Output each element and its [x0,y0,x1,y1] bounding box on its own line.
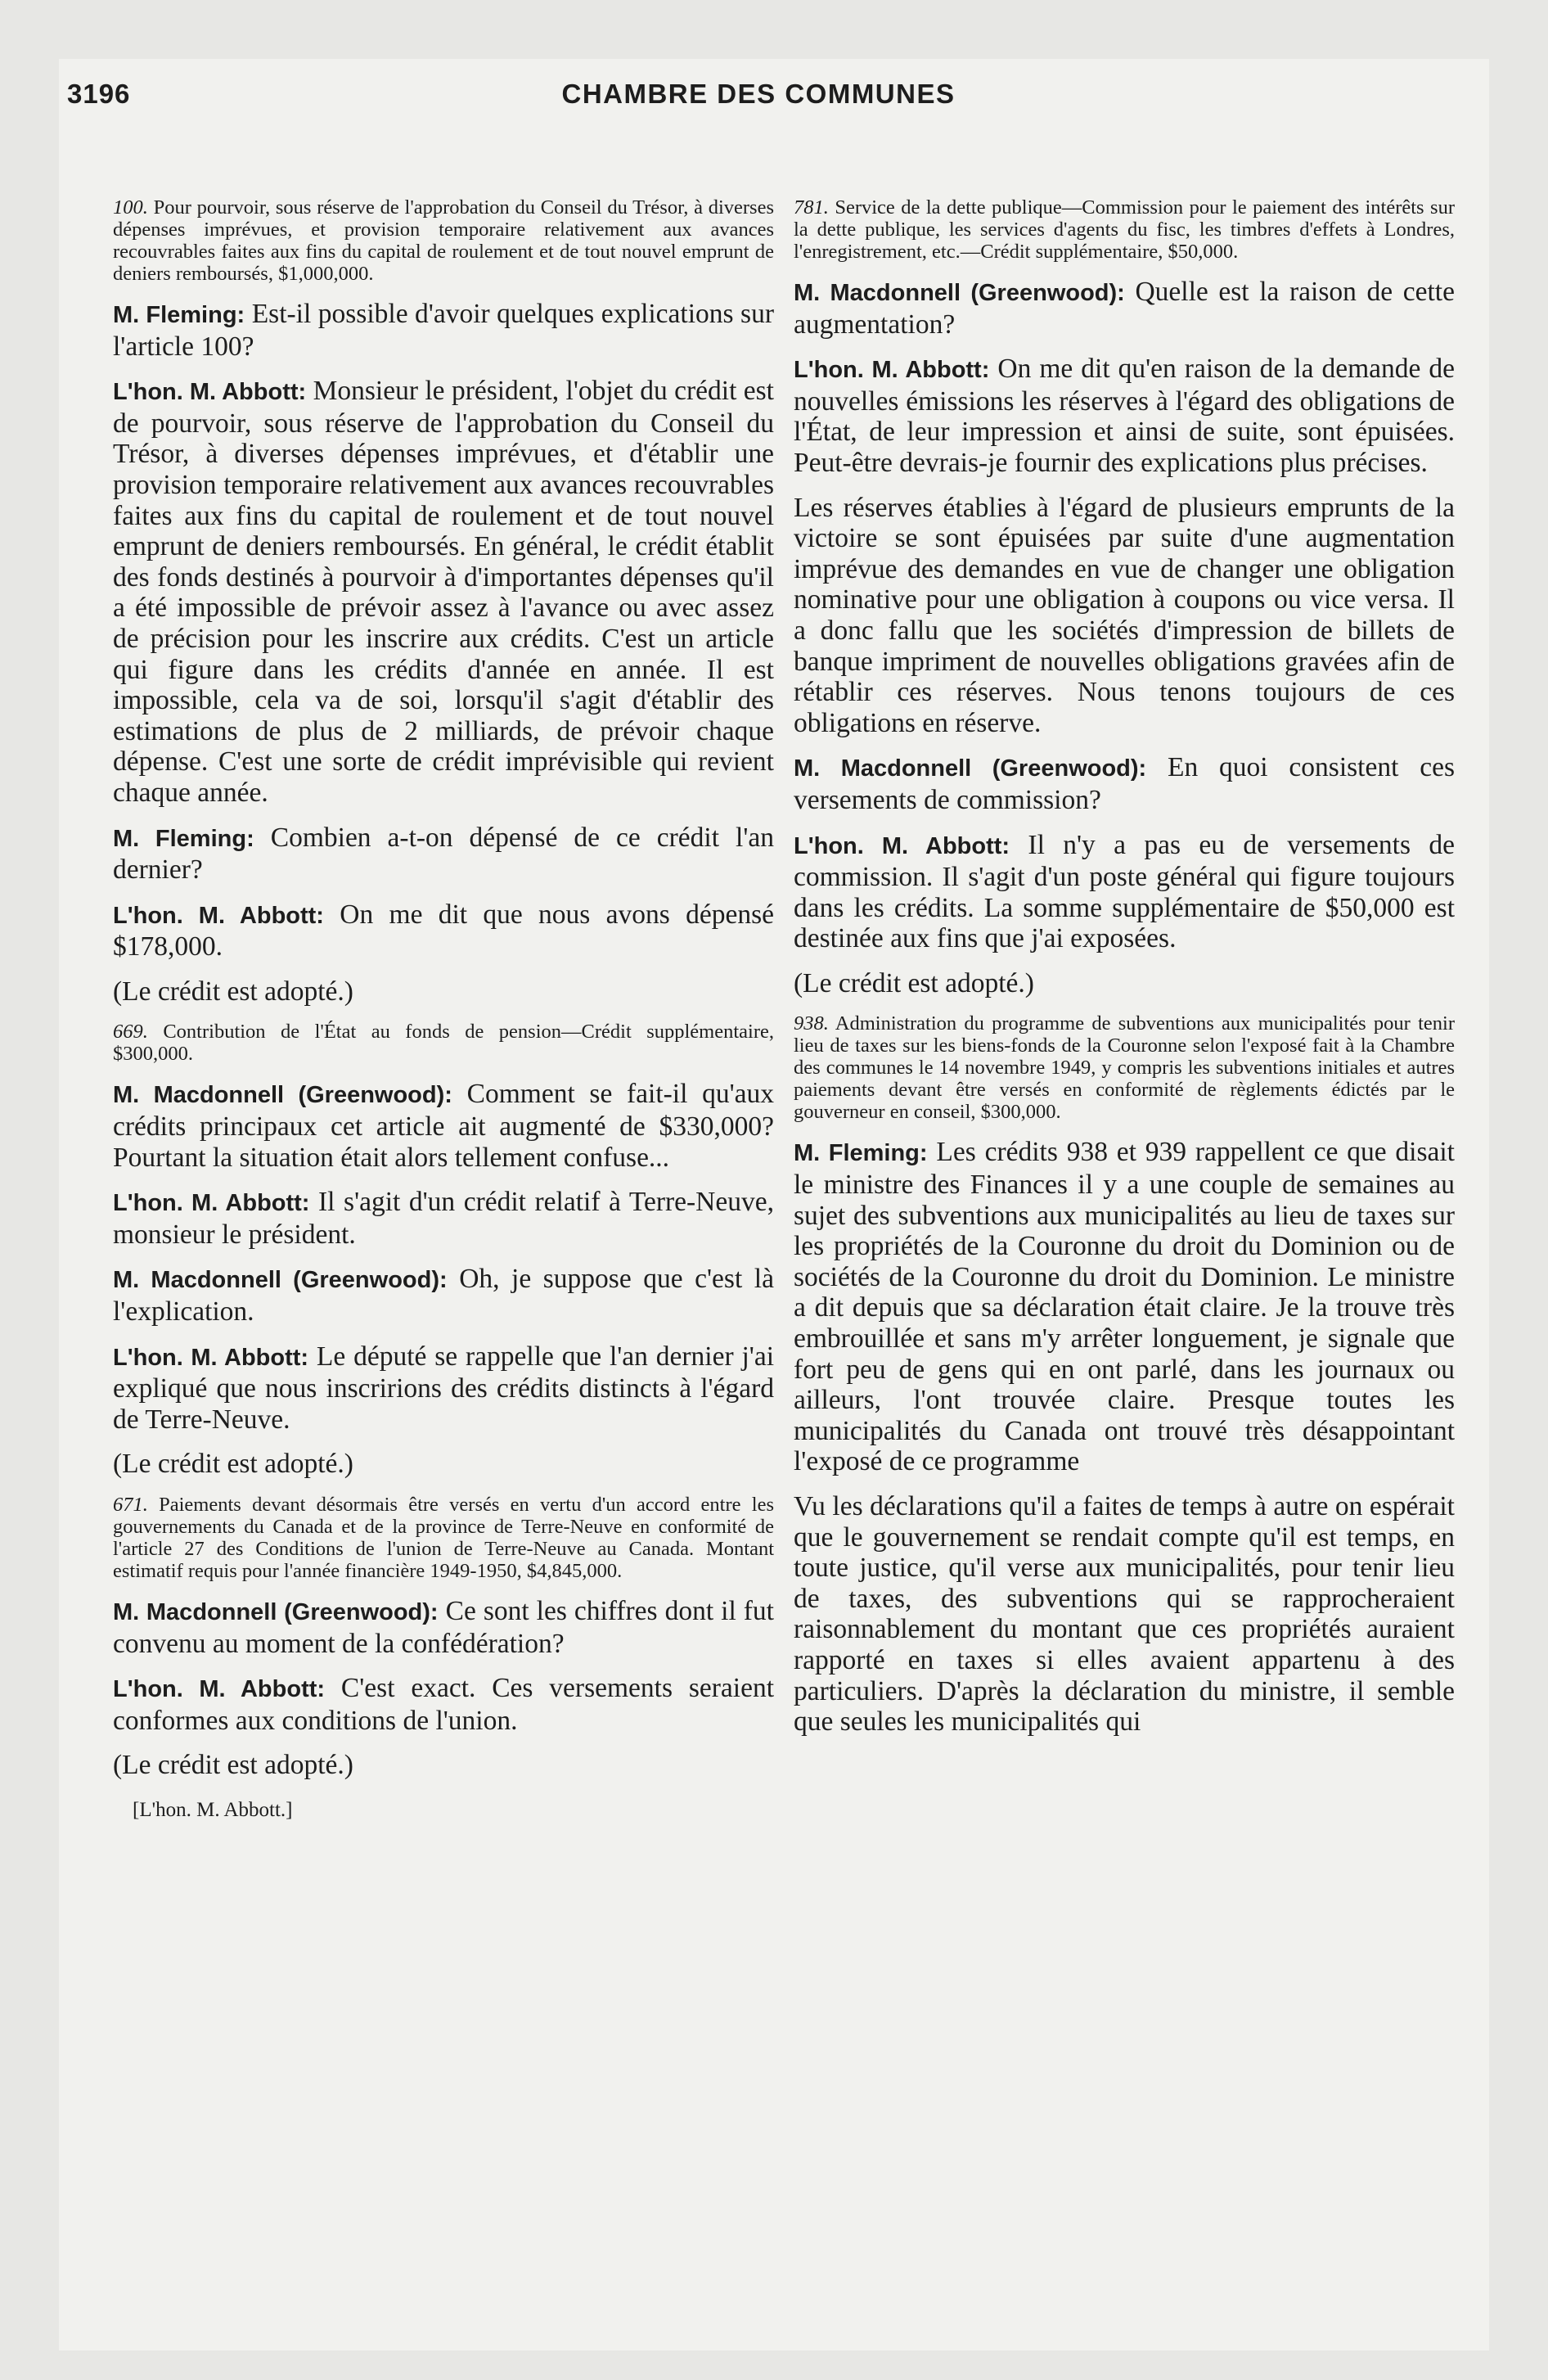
speech-text: C'est exact. Ces versements seraient conformes aux conditions de l'union. [113,1673,775,1736]
speech-text: En quoi consistent ces versements de commission? [794,752,1455,815]
speaker-name: M. Fleming: [113,825,254,852]
speech [113,376,774,808]
speaker-name: M. Fleming: [794,1140,928,1167]
speech-text: Ce sont les chiffres dont il fut convenu au moment de la confédération? [113,1596,774,1659]
speaker-name: M. Macdonnell (Greenwood): [794,280,1125,306]
item-number: 100. [113,196,148,219]
speaker-name: L'hon. M. Abbott: [113,902,324,929]
speaker-name: M. Macdonnell (Greenwood): [794,755,1147,782]
item-text: Contribution de l'État au fonds de pension—Crédit supplémentaire, $300,000. [113,1021,774,1066]
speech [113,1596,774,1659]
running-head: CHAMBRE DES COMMUNES [561,79,956,109]
speech [113,1079,774,1173]
speech-text: Monsieur le président, l'objet du crédit est de pourvoir, sous réserve de l'approbation du Conseil du Trésor, à diverses dépenses imprévues, et d'établir une provision temporaire relativement aux avances recouvrables faites aux fins du capital de roulement et de tout nouvel emprunt de deniers remboursés. En général, le crédit établit des fonds destinés à pourvoir à d'importantes dépenses qu'il a été impossible de prévoir assez à l'avance ou avec assez de précision pour les inscrire aux crédits. C'est un article qui figure dans les crédits d'année en année. Il est impossible, cela va de soi, lorsqu'il s'agit d'établir des estimations de plus de 2 milliards, de prévoir chaque dépense. C'est une sorte de crédit imprévisible qui revient chaque année. [113,376,774,808]
speaker-name: M. Macdonnell (Greenwood): [113,1267,448,1294]
speaker-name: L'hon. M. Abbott: [113,1676,326,1703]
speech-text: On me dit qu'en raison de la demande de nouvelles émissions les réserves à l'égard des obligations de l'État, de leur impression et ainsi de suite, sont épuisées. Peut-être devrais-je fournir des explications plus précises. [794,354,1456,478]
speech-text: Les crédits 938 et 939 rappellent ce que disait le ministre des Finances il y a une couple de semaines au sujet des subventions aux municipalités au lieu de taxes sur les propriétés de la Couronne du droit du Dominion ou de sociétés de la Couronne du droit du Dominion. Le ministre a dit depuis que sa déclaration était claire. Je la trouve très embrouillée et sans m'y arrêter longuement, je signale que fort peu de gens qui en ont parlé, dans les journaux ou ailleurs, l'ont trouvée claire. Presque toutes les municipalités du Canada ont trouvé très désappointant l'exposé de ce programme [794,1137,1455,1477]
speech [794,354,1455,478]
speech [113,1187,774,1250]
speaker-name: M. Macdonnell (Greenwood): [113,1082,452,1109]
speaker-name: L'hon. M. Abbott: [113,379,307,406]
speaker-name: L'hon. M. Abbott: [113,1190,310,1217]
estimate-item-669 [113,1021,774,1065]
speech-continuation: Vu les déclarations qu'il a faites de temps à autre on espérait que le gouvernement se rendait compte qu'il est temps, en toute justice, qu'il verse aux municipalités, pour tenir lieu de taxes, des subventions qui se rapprocheraient raisonnablement du montant que ces propriétés auraient rapporté en taxes si elles avaient appartenu à des particuliers. D'après la déclaration du ministre, il semble que seules les municipalités qui [794,1491,1455,1738]
item-number: 669. [113,1021,148,1044]
speech-text: Comment se fait-il qu'aux crédits principaux cet article ait augmenté de $330,000? Pourtant la situation était alors tellement confuse... [113,1079,774,1173]
item-text: Service de la dette publique—Commission pour le paiement des intérêts sur la dette publique, les services d'agents du fisc, les timbres d'effets à Londres, l'enregistrement, etc.—Crédit supplémentaire, $50,000. [794,196,1455,263]
vote-adopted: (Le crédit est adopté.) [113,1449,353,1480]
speaker-name: M. Fleming: [113,302,245,328]
speech [794,1137,1455,1477]
item-number: 671. [113,1494,148,1516]
item-text: Pour pourvoir, sous réserve de l'approbation du Conseil du Trésor, à diverses dépenses imprévues, et provision temporaire relativement aux avances recouvrables faites aux fins du capital de roulement et de tout nouvel emprunt de deniers remboursés, $1,000,000. [113,196,774,285]
speech-continuation: Les réserves établies à l'égard de plusieurs emprunts de la victoire se sont épuisées par suite d'une augmentation imprévue des demandes en vue de changer une obligation nominative pour une obligation à coupons ou vice versa. Il a donc fallu que les sociétés d'impression de billets de banque impriment de nouvelles obligations gravées afin de rétablir ces réserves. Nous tenons toujours de ces obligations en réserve. [794,492,1455,738]
vote-adopted: (Le crédit est adopté.) [794,967,1034,998]
page-header [67,79,1450,128]
estimate-item-781 [794,196,1455,263]
item-text: Paiements devant désormais être versés en vertu d'un accord entre les gouvernements du Canada et de la province de Terre-Neuve en conformité de l'article 27 des Conditions de l'union de Terre-Neuve au Canada. Montant estimatif requis pour l'année financière 1949-1950, $4,845,000. [113,1494,774,1582]
speaker-name: M. Macdonnell (Greenwood): [113,1599,439,1625]
speech-text: Est-il possible d'avoir quelques explications sur l'article 100? [113,299,774,362]
estimate-item-671 [113,1494,774,1582]
speech [113,823,774,886]
speech-text: Il n'y a pas eu de versements de commission. Il s'agit d'un poste général qui figure toujours dans les crédits. La somme supplémentaire de $50,000 est destinée aux fins que j'ai exposées. [794,829,1455,954]
speaker-footer: [L'hon. M. Abbott.] [133,1798,293,1821]
speaker-name: L'hon. M. Abbott: [794,832,1010,859]
speaker-name: L'hon. M. Abbott: [113,1344,309,1371]
speech-text: Quelle est la raison de cette augmentation? [794,277,1455,340]
item-number: 938. [794,1012,829,1035]
right-column [794,196,1455,1751]
left-column [113,196,774,1826]
speech [794,752,1455,815]
speech-text: Le député se rappelle que l'an dernier j'ai expliqué que nous inscririons des crédits distincts à l'égard de Terre-Neuve. [113,1341,774,1435]
speech-text: Combien a-t-on dépensé de ce crédit l'an dernier? [113,822,774,886]
speaker-name: L'hon. M. Abbott: [794,357,990,384]
page-number: 3196 [67,79,131,109]
speech [113,1264,774,1327]
vote-adopted: (Le crédit est adopté.) [113,1750,353,1781]
speech [113,1341,774,1436]
speech [113,299,774,362]
speech-text: Oh, je suppose que c'est là l'explication. [113,1264,774,1327]
speech [794,830,1455,954]
estimate-item-100 [113,196,774,285]
speech-text: Il s'agit d'un crédit relatif à Terre-Neuve, monsieur le président. [113,1187,774,1250]
estimate-item-938 [794,1012,1455,1123]
speech [113,1673,774,1736]
speech [113,899,774,962]
speech [794,277,1455,340]
vote-adopted: (Le crédit est adopté.) [113,976,353,1007]
speech-text: On me dit que nous avons dépensé $178,000. [113,899,774,962]
item-number: 781. [794,196,829,219]
item-text: Administration du programme de subventions aux municipalités pour tenir lieu de taxes sur les biens-fonds de la Couronne selon l'exposé fait à la Chambre des communes le 14 novembre 1949, y compris les subventions initiales et autres paiements devant être versés en conformité de règlements édictés par le gouverneur en conseil, $300,000. [794,1012,1455,1124]
